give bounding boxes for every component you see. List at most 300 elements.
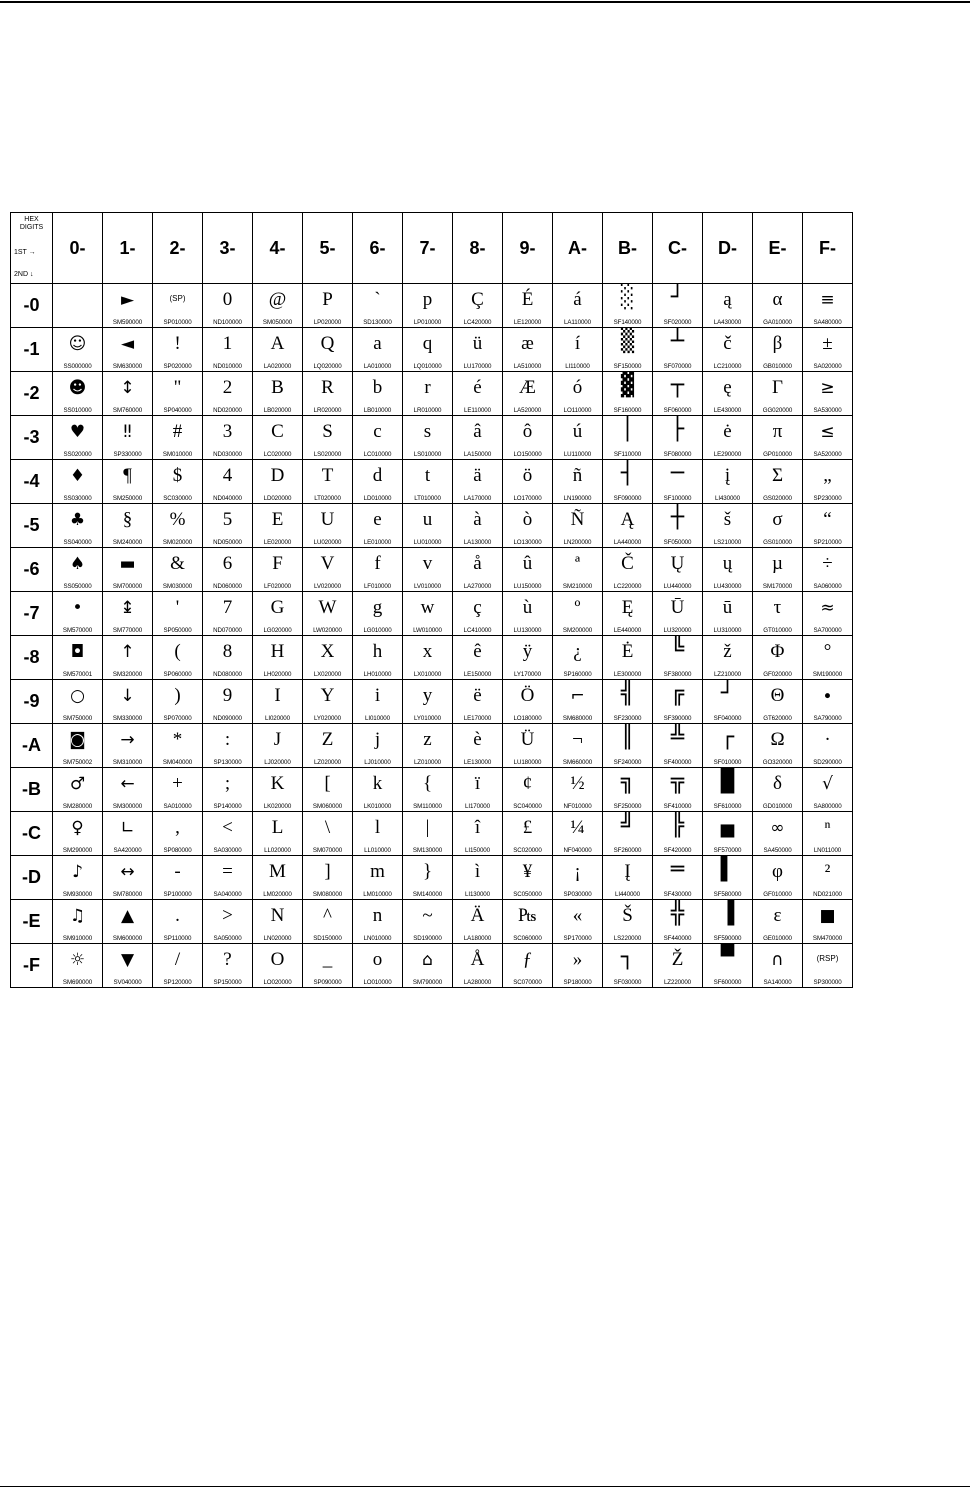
char-cell <box>203 900 253 944</box>
char-cell <box>403 944 453 988</box>
glyph: é <box>473 377 482 398</box>
glyph: ; <box>224 773 231 794</box>
glyph: _ <box>322 949 333 970</box>
glyph: ê <box>473 641 482 662</box>
glyph-id: LI440000 <box>614 891 640 898</box>
glyph-id: LY010000 <box>414 715 441 722</box>
char-cell <box>303 504 353 548</box>
glyph-id: LE020000 <box>263 539 292 546</box>
char-cell <box>103 284 153 328</box>
glyph-id: ND100000 <box>213 319 242 326</box>
char-cell <box>103 812 153 856</box>
char-cell <box>103 328 153 372</box>
char-cell <box>703 900 753 944</box>
glyph-id: SS020000 <box>63 451 92 458</box>
glyph: ╣ <box>620 681 635 706</box>
glyph: ¬ <box>572 729 583 750</box>
char-cell <box>253 636 303 680</box>
glyph-id: SP080000 <box>163 847 192 854</box>
char-cell <box>753 856 803 900</box>
glyph: → <box>120 730 135 750</box>
glyph-id: SP110000 <box>163 935 192 942</box>
glyph-id: SM570000 <box>62 627 93 634</box>
glyph: ? <box>223 949 232 970</box>
glyph-id: SA420000 <box>113 847 142 854</box>
glyph: 3 <box>222 421 233 442</box>
column-header: 3- <box>203 213 253 284</box>
glyph: Q <box>320 333 335 354</box>
char-cell <box>403 504 453 548</box>
glyph-id: LH010000 <box>363 671 392 678</box>
glyph: % <box>169 509 186 530</box>
glyph: Ž <box>671 949 684 970</box>
glyph: § <box>122 509 133 530</box>
glyph-id: SA040000 <box>213 891 242 898</box>
glyph-id: SD150000 <box>313 935 342 942</box>
row-header: -2 <box>11 372 53 416</box>
glyph-id: LU320000 <box>663 627 692 634</box>
glyph-id: LA430000 <box>713 319 742 326</box>
glyph-id: SA020000 <box>813 363 842 370</box>
glyph: > <box>222 905 233 926</box>
glyph: Į <box>624 861 631 882</box>
char-cell <box>803 328 853 372</box>
char-cell <box>553 812 603 856</box>
glyph-id: LQ010000 <box>413 363 442 370</box>
glyph-id: LN200000 <box>563 539 592 546</box>
glyph-id: SC020000 <box>513 847 542 854</box>
glyph: \ <box>324 817 331 838</box>
char-cell <box>353 636 403 680</box>
char-cell <box>553 680 603 724</box>
glyph-id: LA150000 <box>463 451 492 458</box>
glyph-id: SS000000 <box>63 363 92 370</box>
char-cell <box>353 724 403 768</box>
glyph: ♀ <box>71 818 84 838</box>
char-cell <box>703 856 753 900</box>
glyph-id: LA170000 <box>463 495 492 502</box>
char-cell <box>503 856 553 900</box>
char-cell <box>53 372 103 416</box>
char-cell <box>453 460 503 504</box>
char-cell <box>253 680 303 724</box>
glyph: ▐ <box>720 901 735 926</box>
glyph: ∙ <box>822 686 833 706</box>
glyph: [ <box>324 773 331 794</box>
glyph-id: LS010000 <box>413 451 442 458</box>
char-cell <box>303 548 353 592</box>
char-cell <box>453 768 503 812</box>
glyph-id: SP050000 <box>163 627 192 634</box>
char-cell <box>253 372 303 416</box>
char-cell <box>603 944 653 988</box>
char-cell <box>203 812 253 856</box>
glyph: : <box>224 729 231 750</box>
char-cell <box>403 768 453 812</box>
glyph: ← <box>120 774 135 794</box>
glyph: ╩ <box>670 725 685 750</box>
glyph: + <box>172 773 183 794</box>
char-cell <box>53 680 103 724</box>
char-cell <box>303 284 353 328</box>
row-header: -A <box>11 724 53 768</box>
glyph: ÿ <box>522 641 533 662</box>
glyph: S <box>322 421 333 442</box>
char-cell <box>703 724 753 768</box>
char-cell <box>403 856 453 900</box>
digits-label: DIGITS <box>19 224 44 231</box>
glyph-id: LN020000 <box>263 935 292 942</box>
glyph-id: SM190000 <box>812 671 843 678</box>
char-cell <box>753 900 803 944</box>
glyph-id: SD130000 <box>363 319 392 326</box>
char-cell <box>253 724 303 768</box>
char-cell <box>803 812 853 856</box>
char-cell <box>103 944 153 988</box>
glyph-id: LQ020000 <box>313 363 342 370</box>
glyph-id: LA110000 <box>564 319 591 326</box>
glyph: z <box>423 729 432 750</box>
glyph: ◘ <box>70 642 85 662</box>
glyph-id: GD010000 <box>762 803 793 810</box>
glyph: ū <box>722 597 733 618</box>
glyph-id: SF150000 <box>613 363 642 370</box>
glyph-id: LC420000 <box>463 319 492 326</box>
glyph: ∩ <box>771 950 784 970</box>
char-cell <box>403 284 453 328</box>
char-cell <box>203 284 253 328</box>
glyph: 2 <box>222 377 233 398</box>
glyph-id: SP020000 <box>163 363 192 370</box>
glyph: ▄ <box>720 813 735 838</box>
glyph: » <box>572 949 583 970</box>
char-cell <box>53 636 103 680</box>
char-cell <box>203 416 253 460</box>
char-cell <box>553 944 603 988</box>
glyph-id: LM010000 <box>363 891 392 898</box>
glyph: J <box>273 729 282 750</box>
char-cell <box>603 460 653 504</box>
glyph: â <box>473 421 482 442</box>
char-cell <box>703 548 753 592</box>
row-header: -B <box>11 768 53 812</box>
char-cell <box>103 900 153 944</box>
glyph: ♥ <box>69 422 86 442</box>
char-cell <box>353 460 403 504</box>
glyph-id: GF010000 <box>763 891 792 898</box>
column-header: 4- <box>253 213 303 284</box>
glyph-id: LP020000 <box>313 319 342 326</box>
glyph: ‼ <box>123 422 132 442</box>
char-cell <box>103 460 153 504</box>
glyph-id: SF030000 <box>613 979 642 986</box>
char-cell <box>453 416 503 460</box>
char-cell <box>103 416 153 460</box>
glyph: & <box>170 553 185 574</box>
glyph: c <box>373 421 382 442</box>
table-row <box>11 592 853 636</box>
glyph: ä <box>473 465 482 486</box>
glyph: ( <box>174 641 181 662</box>
glyph-id: LA010000 <box>363 363 392 370</box>
row-header: -5 <box>11 504 53 548</box>
glyph: w <box>420 597 435 618</box>
row-header: -6 <box>11 548 53 592</box>
glyph-id: SP010000 <box>163 319 192 326</box>
column-header: 9- <box>503 213 553 284</box>
char-cell <box>103 636 153 680</box>
row-header: -1 <box>11 328 53 372</box>
glyph: - <box>174 861 181 882</box>
char-cell <box>253 460 303 504</box>
glyph: č <box>723 333 732 354</box>
char-cell <box>503 548 553 592</box>
glyph-id: SM020000 <box>162 539 193 546</box>
glyph-id: LB020000 <box>263 407 292 414</box>
glyph: 5 <box>222 509 233 530</box>
glyph-id: LE130000 <box>463 759 492 766</box>
row-header: -C <box>11 812 53 856</box>
code-page-table <box>10 212 853 988</box>
glyph-id: LO130000 <box>513 539 542 546</box>
glyph: 0 <box>222 289 233 310</box>
glyph-id: LC210000 <box>713 363 742 370</box>
char-cell <box>153 504 203 548</box>
glyph-id: SF040000 <box>713 715 742 722</box>
glyph-id: SF380000 <box>663 671 692 678</box>
glyph-id: SP100000 <box>163 891 192 898</box>
char-cell <box>803 680 853 724</box>
glyph-id: LK020000 <box>263 803 292 810</box>
glyph: E <box>271 509 284 530</box>
glyph: Ę <box>621 597 634 618</box>
char-cell <box>103 724 153 768</box>
glyph-id: SM050000 <box>262 319 293 326</box>
glyph: U <box>320 509 335 530</box>
glyph-id: SM910000 <box>62 935 93 942</box>
column-header: B- <box>603 213 653 284</box>
char-cell <box>403 812 453 856</box>
glyph: ± <box>822 333 833 354</box>
glyph-id: SP210000 <box>813 539 842 546</box>
char-cell <box>753 284 803 328</box>
glyph: k <box>372 773 383 794</box>
glyph: ╗ <box>620 769 635 794</box>
glyph: Ū <box>670 597 685 618</box>
table-row <box>11 680 853 724</box>
char-cell <box>653 636 703 680</box>
glyph-id: LW020000 <box>313 627 342 634</box>
char-cell <box>503 768 553 812</box>
char-cell <box>703 812 753 856</box>
glyph-id: LY170000 <box>514 671 541 678</box>
glyph: ◙ <box>69 730 86 750</box>
char-cell <box>453 548 503 592</box>
glyph: ► <box>120 290 135 310</box>
row-header: -E <box>11 900 53 944</box>
glyph: å <box>473 553 482 574</box>
char-cell <box>53 944 103 988</box>
char-cell <box>753 504 803 548</box>
row-header: -8 <box>11 636 53 680</box>
glyph: β <box>772 333 783 354</box>
glyph: l <box>374 817 381 838</box>
glyph: ♠ <box>69 554 86 574</box>
glyph-id: LO170000 <box>513 495 542 502</box>
glyph-id: LA020000 <box>263 363 292 370</box>
char-cell <box>553 548 603 592</box>
glyph: ñ <box>572 465 583 486</box>
glyph-id: LF010000 <box>363 583 392 590</box>
glyph-id: LN011000 <box>813 847 842 854</box>
char-cell <box>803 768 853 812</box>
glyph-id: SF410000 <box>663 803 692 810</box>
glyph-id: SF140000 <box>613 319 642 326</box>
table-body <box>11 284 853 988</box>
char-cell <box>203 724 253 768</box>
glyph-id: LY020000 <box>314 715 341 722</box>
char-cell <box>403 372 453 416</box>
char-cell <box>253 504 303 548</box>
glyph-id: SM760000 <box>112 407 143 414</box>
glyph-id: SF090000 <box>613 495 642 502</box>
glyph-id: SV040000 <box>113 979 142 986</box>
column-header: D- <box>703 213 753 284</box>
glyph: ì <box>474 861 481 882</box>
char-cell <box>253 328 303 372</box>
char-cell <box>53 460 103 504</box>
glyph: f <box>374 553 381 574</box>
glyph: ╬ <box>670 901 685 926</box>
glyph-id: LU440000 <box>663 583 692 590</box>
table-row <box>11 944 853 988</box>
char-cell <box>153 416 203 460</box>
glyph-id: GB010000 <box>763 363 792 370</box>
glyph: n <box>372 905 383 926</box>
glyph: . <box>175 905 180 926</box>
glyph: # <box>172 421 183 442</box>
glyph: K <box>270 773 285 794</box>
glyph-id: SA530000 <box>813 407 842 414</box>
glyph-id: LA130000 <box>463 539 492 546</box>
glyph: ⌐ <box>570 686 585 706</box>
glyph: h <box>372 641 383 662</box>
char-cell <box>653 944 703 988</box>
glyph: ę <box>723 377 732 398</box>
glyph-id: SC040000 <box>513 803 542 810</box>
char-cell <box>303 944 353 988</box>
glyph: ė <box>723 421 732 442</box>
char-cell <box>53 284 103 328</box>
glyph-id: LT010000 <box>414 495 441 502</box>
char-cell <box>753 944 803 988</box>
glyph-id: LC010000 <box>363 451 392 458</box>
glyph: ö <box>522 465 533 486</box>
char-cell <box>103 592 153 636</box>
glyph: ^ <box>323 905 332 926</box>
char-cell <box>203 856 253 900</box>
glyph-id: LX010000 <box>413 671 442 678</box>
char-cell <box>203 680 253 724</box>
glyph-id: LU020000 <box>313 539 342 546</box>
glyph: < <box>222 817 233 838</box>
glyph: ╦ <box>670 769 685 794</box>
char-cell <box>503 944 553 988</box>
glyph: ~ <box>422 905 433 926</box>
glyph: (SP) <box>169 294 186 303</box>
char-cell <box>503 328 553 372</box>
char-cell <box>153 284 203 328</box>
char-cell <box>203 768 253 812</box>
glyph-id: SM210000 <box>562 583 593 590</box>
glyph: ↓ <box>120 686 135 706</box>
glyph: ║ <box>620 725 635 750</box>
char-cell <box>453 636 503 680</box>
char-cell <box>103 768 153 812</box>
char-cell <box>803 592 853 636</box>
char-cell <box>353 944 403 988</box>
glyph-id: LD020000 <box>263 495 292 502</box>
glyph: ∞ <box>770 818 785 838</box>
glyph: ▬ <box>119 554 136 574</box>
glyph-id: LU180000 <box>513 759 542 766</box>
char-cell <box>203 460 253 504</box>
char-cell <box>503 636 553 680</box>
char-cell <box>453 724 503 768</box>
glyph-id: SA010000 <box>163 803 192 810</box>
glyph: 9 <box>222 685 233 706</box>
glyph-id: LL020000 <box>264 847 291 854</box>
char-cell <box>653 460 703 504</box>
char-cell <box>603 812 653 856</box>
glyph-id: SM680000 <box>562 715 593 722</box>
glyph-id: SF080000 <box>663 451 692 458</box>
char-cell <box>303 592 353 636</box>
glyph: ÷ <box>822 553 833 574</box>
glyph-id: SM140000 <box>412 891 443 898</box>
char-cell <box>53 768 103 812</box>
glyph-id: LX020000 <box>313 671 342 678</box>
glyph-id: SM030000 <box>162 583 193 590</box>
char-cell <box>603 416 653 460</box>
char-cell <box>603 900 653 944</box>
char-cell <box>303 768 353 812</box>
char-cell <box>153 548 203 592</box>
char-cell <box>303 460 353 504</box>
glyph-id: SF610000 <box>713 803 742 810</box>
glyph-id: SM290000 <box>62 847 93 854</box>
glyph-id: SC070000 <box>513 979 542 986</box>
glyph: ₧ <box>518 905 537 926</box>
glyph: ¡ <box>574 861 581 882</box>
glyph: ≡ <box>820 290 835 310</box>
glyph: ï <box>474 773 481 794</box>
glyph: ë <box>473 685 482 706</box>
char-cell <box>653 328 703 372</box>
char-cell <box>303 900 353 944</box>
char-cell <box>753 636 803 680</box>
char-cell <box>603 636 653 680</box>
char-cell <box>353 372 403 416</box>
char-cell <box>553 416 603 460</box>
glyph: e <box>373 509 382 530</box>
glyph: á <box>573 289 582 310</box>
hex-digits-corner <box>11 213 53 284</box>
glyph: y <box>422 685 433 706</box>
char-cell <box>403 900 453 944</box>
char-cell <box>653 856 703 900</box>
glyph-id: LE120000 <box>513 319 542 326</box>
